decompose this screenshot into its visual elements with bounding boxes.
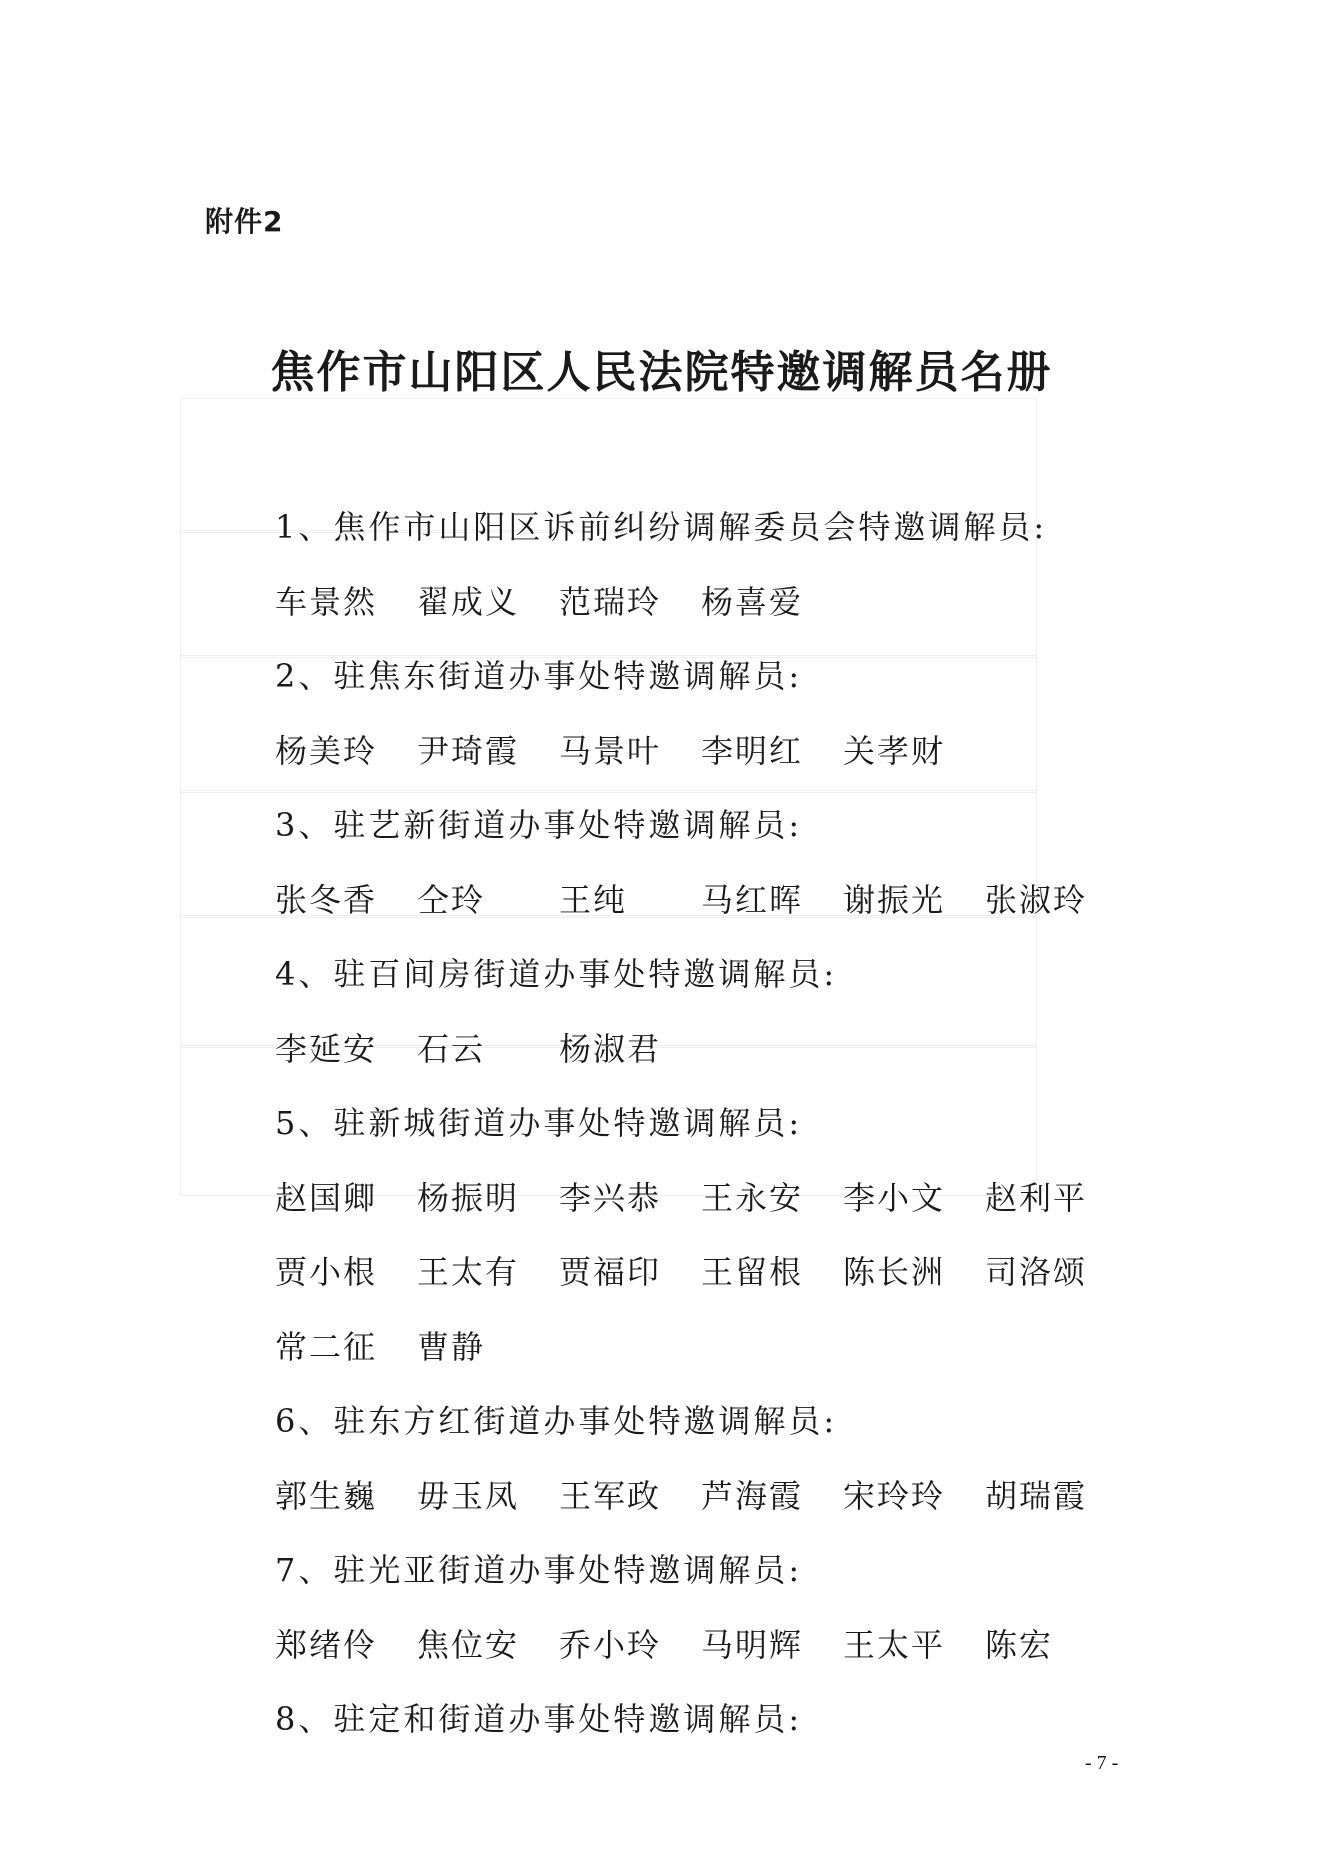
mediator-name: 李兴恭: [559, 1178, 662, 1217]
mediator-name: 石云: [417, 1029, 486, 1068]
name-row: [275, 1173, 1127, 1219]
mediator-name: 范瑞玲: [559, 582, 662, 621]
mediator-name: 马明辉: [701, 1625, 804, 1664]
name-row: [275, 1024, 701, 1070]
mediator-name: 马红晖: [701, 880, 804, 919]
bleed-through-table-row: [180, 790, 1037, 793]
mediator-name: 王永安: [701, 1178, 804, 1217]
mediator-name: 王太平: [843, 1625, 946, 1664]
mediator-name: 王太有: [417, 1253, 520, 1291]
mediator-name: 司洛颂: [985, 1253, 1088, 1291]
mediator-name: 王军政: [559, 1476, 662, 1515]
mediator-name: 焦位安: [417, 1625, 520, 1664]
mediator-name: 陈宏: [985, 1625, 1054, 1664]
page-title: 焦作市山阳区人民法院特邀调解员名册: [270, 347, 1053, 398]
mediator-name: 宋玲玲: [843, 1476, 946, 1515]
mediator-name: 翟成义: [417, 582, 520, 621]
mediator-name: 芦海霞: [701, 1476, 804, 1515]
mediator-name: 尹琦霞: [417, 731, 520, 770]
mediator-name: 陈长洲: [843, 1253, 946, 1291]
mediator-name: 杨淑君: [559, 1029, 662, 1068]
mediator-name: 王留根: [701, 1253, 804, 1291]
mediator-name: 赵利平: [985, 1178, 1088, 1217]
mediator-name: 郭生巍: [275, 1476, 378, 1515]
name-row: [275, 1471, 1127, 1517]
section-heading: 7、驻光亚街道办事处特邀调解员:: [275, 1551, 803, 1589]
mediator-name: 杨振明: [417, 1178, 520, 1217]
name-row: [275, 1620, 1127, 1666]
section-heading: 8、驻定和街道办事处特邀调解员:: [275, 1700, 803, 1738]
mediator-name: 李延安: [275, 1029, 378, 1068]
section-heading: 4、驻百间房街道办事处特邀调解员:: [275, 955, 838, 993]
name-row: [275, 1322, 559, 1368]
name-row: [275, 577, 843, 623]
section-heading: 3、驻艺新街道办事处特邀调解员:: [275, 806, 803, 844]
mediator-name: 谢振光: [843, 880, 946, 919]
mediator-name: 马景叶: [559, 731, 662, 770]
section-heading: 6、驻东方红街道办事处特邀调解员:: [275, 1402, 838, 1440]
mediator-name: 张淑玲: [985, 880, 1088, 919]
mediator-name: 常二征: [275, 1327, 378, 1366]
name-row: [275, 1247, 1127, 1293]
mediator-name: 李明红: [701, 731, 804, 770]
mediator-name: 曹静: [417, 1327, 486, 1366]
mediator-name: 王纯: [559, 880, 628, 919]
mediator-name: 胡瑞霞: [985, 1476, 1088, 1515]
section-heading: 5、驻新城街道办事处特邀调解员:: [275, 1104, 803, 1142]
page-number: - 7 -: [1085, 1752, 1119, 1774]
mediator-name: 赵国卿: [275, 1178, 378, 1217]
mediator-name: 李小文: [843, 1178, 946, 1217]
mediator-name: 乔小玲: [559, 1625, 662, 1664]
mediator-name: 毋玉凤: [417, 1476, 520, 1515]
attachment-label: 附件2: [205, 205, 284, 238]
mediator-name: 车景然: [275, 582, 378, 621]
name-row: [275, 726, 985, 772]
section-heading: 2、驻焦东街道办事处特邀调解员:: [275, 657, 803, 695]
section-heading: 1、焦作市山阳区诉前纠纷调解委员会特邀调解员:: [275, 508, 1048, 546]
mediator-name: 张冬香: [275, 880, 378, 919]
mediator-name: 杨美玲: [275, 731, 378, 770]
mediator-name: 贾小根: [275, 1253, 378, 1291]
mediator-name: 郑绪伶: [275, 1625, 378, 1664]
name-row: [275, 875, 1127, 921]
mediator-name: 杨喜爱: [701, 582, 804, 621]
mediator-name: 仝玲: [417, 880, 486, 919]
mediator-name: 关孝财: [843, 731, 946, 770]
mediator-name: 贾福印: [559, 1253, 662, 1291]
